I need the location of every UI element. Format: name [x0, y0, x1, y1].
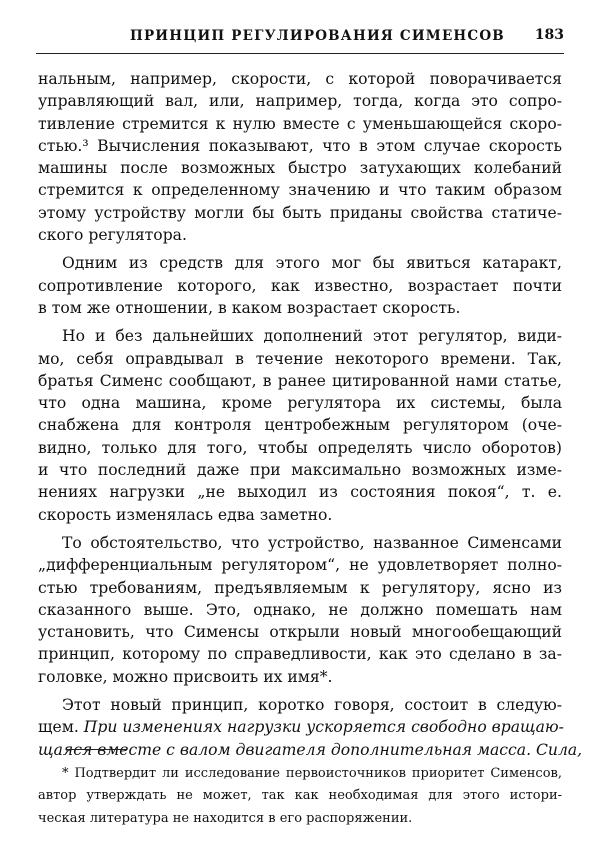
text-line: мо, себя оправдывал в течение некоторого времени. Так,	[38, 349, 562, 368]
text-line: стью.³ Вычисления показывают, что в этом случае скорость	[38, 136, 562, 155]
text-line: что одна машина, кроме регулятора их системы, была	[38, 394, 562, 413]
text-line-italic: щаяся вместе с валом двигателя дополнительная масса. Сила,	[38, 740, 583, 759]
running-head	[0, 28, 600, 48]
paragraph-3	[38, 325, 562, 526]
text-line: Но и без дальнейших дополнений этот регулятор, види-	[62, 327, 562, 346]
text-line: управляющий вал, или, например, тогда, когда это сопро-	[38, 92, 562, 111]
text-line: этому устройству могли бы быть приданы свойства статиче-	[38, 203, 562, 222]
text-line: принцип, которому по справедливости, как это сделано в за-	[38, 645, 562, 664]
text-line: в том же отношении, в каком возрастает скорость.	[38, 298, 461, 317]
plain-run: щем.	[38, 718, 84, 737]
text-line: Этот новый принцип, коротко говоря, состоит в следую-	[62, 696, 562, 715]
text-line: Одним из средств для этого мог бы явиться катаракт,	[62, 254, 562, 273]
paragraph-1	[38, 68, 562, 246]
footnote-rule	[66, 749, 126, 750]
text-line: То обстоятельство, что устройство, названное Сименсами	[62, 533, 562, 552]
paragraph-4	[38, 532, 562, 688]
text-line: стью требованиям, предъявляемым к регулятору, ясно из	[38, 578, 562, 597]
text-line: братья Сименс сообщают, в ранее цитированной нами статье,	[38, 371, 562, 390]
text-line: нальным, например, скорости, с которой поворачивается	[38, 70, 562, 88]
text-line: и что последний даже при максимально возможных изме-	[38, 461, 562, 480]
text-line: ского регулятора.	[38, 226, 187, 245]
text-line: нениях нагрузки „не выходил из состояния покоя“, т. е.	[38, 483, 562, 502]
paragraph-5	[38, 694, 583, 761]
text-line: скорость изменялась едва заметно.	[38, 505, 333, 524]
footnote-line: ческая литература не находится в его распоряжении.	[38, 810, 413, 826]
text-line: машины после возможных быстро затухающих колебаний	[38, 159, 562, 178]
text-line: видно, только для того, чтобы определять число оборотов)	[38, 438, 562, 457]
text-line-mixed	[38, 716, 562, 738]
text-line: „дифференциальным регулятором“, не удовлетворяет полно-	[38, 556, 562, 575]
italic-run: При изменениях нагрузки ускоряется свободно вращаю-	[83, 718, 564, 737]
text-line: установить, что Сименсы открыли новый многообещающий	[38, 623, 562, 642]
page-number: 183	[534, 27, 564, 43]
text-line: сопротивление которого, как известно, возрастает почти	[38, 276, 562, 295]
text-line: стремится к определенному значению и что таким образом	[38, 181, 562, 200]
footnote-line: автор утверждать не может, так как необходимая для этого истори-	[38, 788, 562, 804]
text-line: снабжена для контроля центробежным регулятором (оче-	[38, 416, 562, 435]
text-line: сказанного выше. Это, однако, не должно помешать нам	[38, 600, 562, 619]
footnote	[38, 764, 562, 831]
header-rule	[36, 53, 564, 54]
text-line: тивление стремится к нулю вместе с уменьшающейся скоро-	[38, 114, 562, 133]
body-text	[38, 68, 583, 761]
text-line: головке, можно присвоить их имя*.	[38, 667, 333, 686]
paragraph-2	[38, 252, 562, 319]
footnote-line: * Подтвердит ли исследование первоисточников приоритет Сименсов,	[62, 766, 562, 781]
running-title: ПРИНЦИП РЕГУЛИРОВАНИЯ СИМЕНСОВ	[130, 28, 505, 44]
